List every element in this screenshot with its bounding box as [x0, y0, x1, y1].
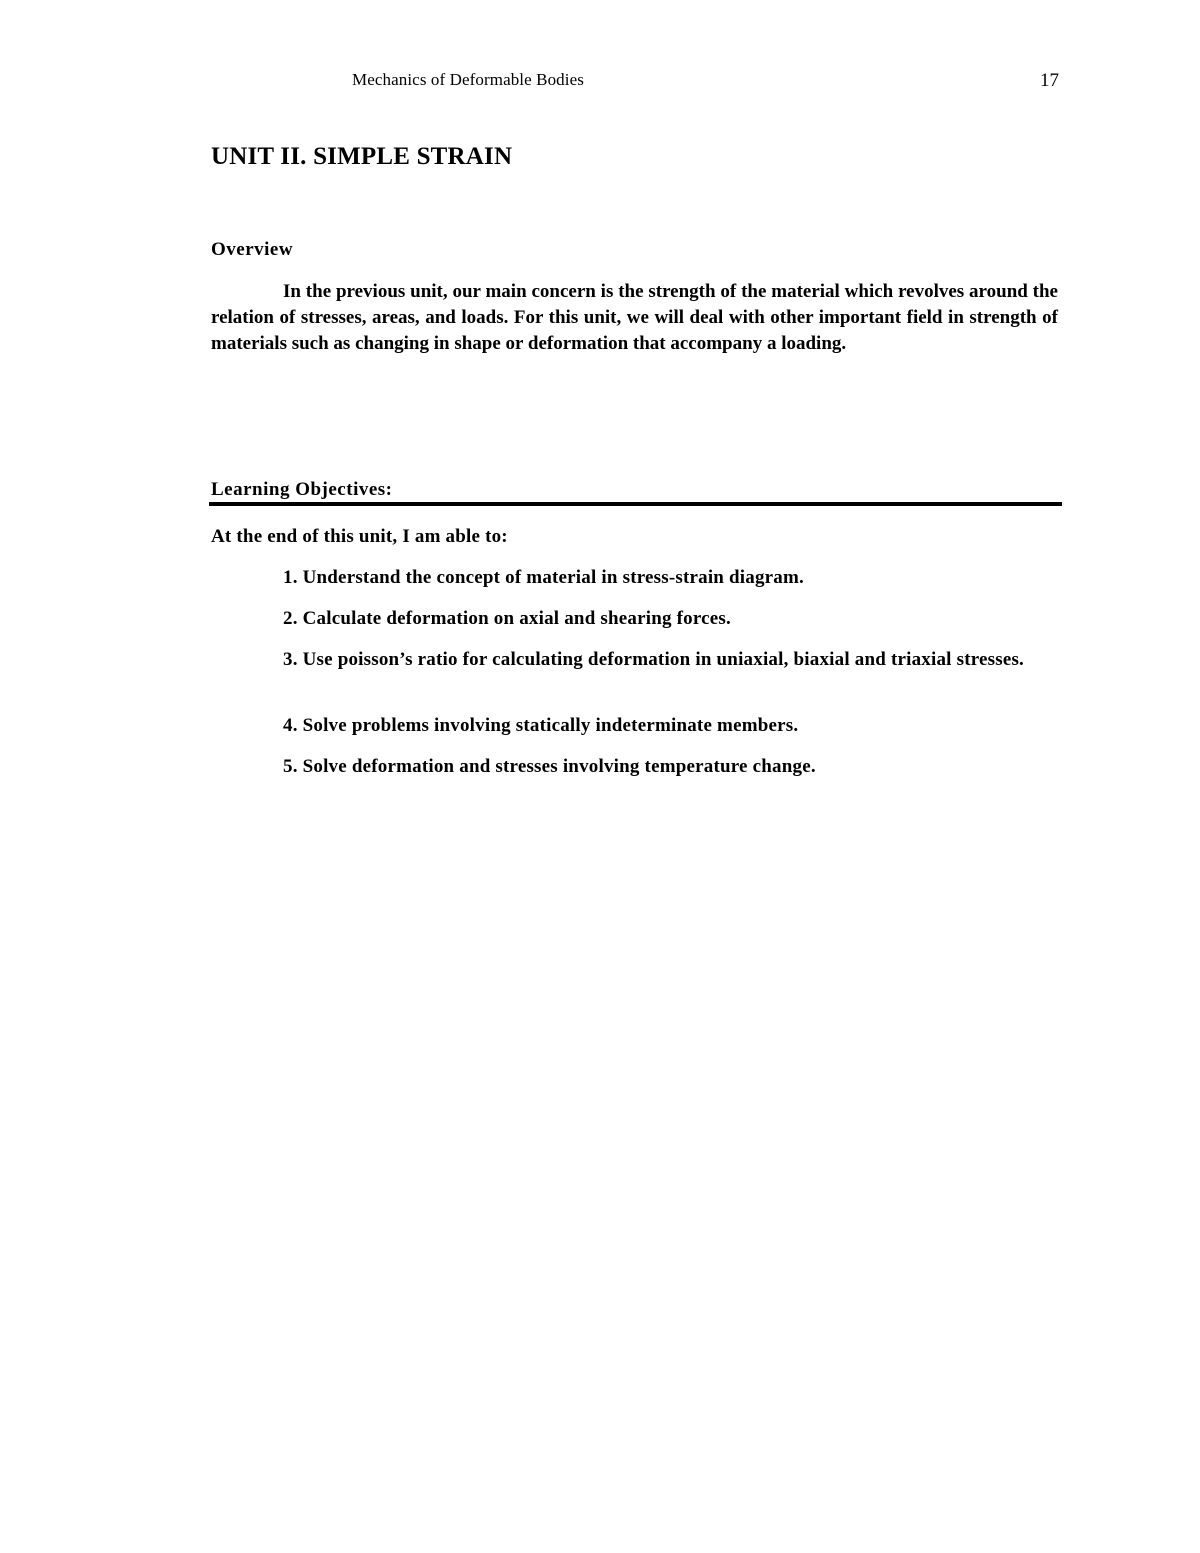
objective-item: 1. Understand the concept of material in stress-strain diagram.	[283, 567, 804, 588]
objective-item: 4. Solve problems involving statically indeterminate members.	[283, 715, 799, 736]
section-divider	[209, 502, 1062, 506]
unit-title: UNIT II. SIMPLE STRAIN	[211, 143, 513, 170]
objective-item: 3. Use poisson’s ratio for calculating deformation in uniaxial, biaxial and triaxial stresses.	[283, 649, 1025, 670]
page-number: 17	[1040, 70, 1059, 91]
overview-paragraph: In the previous unit, our main concern is the strength of the material which revolves around the relation of stresses, areas, and loads. For this unit, we will deal with other important field in strength of materials such as changing in shape or deformation that accompany a loading.	[211, 281, 1058, 354]
objectives-intro: At the end of this unit, I am able to:	[211, 526, 508, 547]
objective-item: 5. Solve deformation and stresses involving temperature change.	[283, 756, 816, 777]
learning-objectives-heading: Learning Objectives:	[211, 479, 393, 500]
overview-heading: Overview	[211, 239, 294, 260]
objective-item: 2. Calculate deformation on axial and shearing forces.	[283, 608, 731, 629]
running-head: Mechanics of Deformable Bodies	[352, 70, 584, 89]
